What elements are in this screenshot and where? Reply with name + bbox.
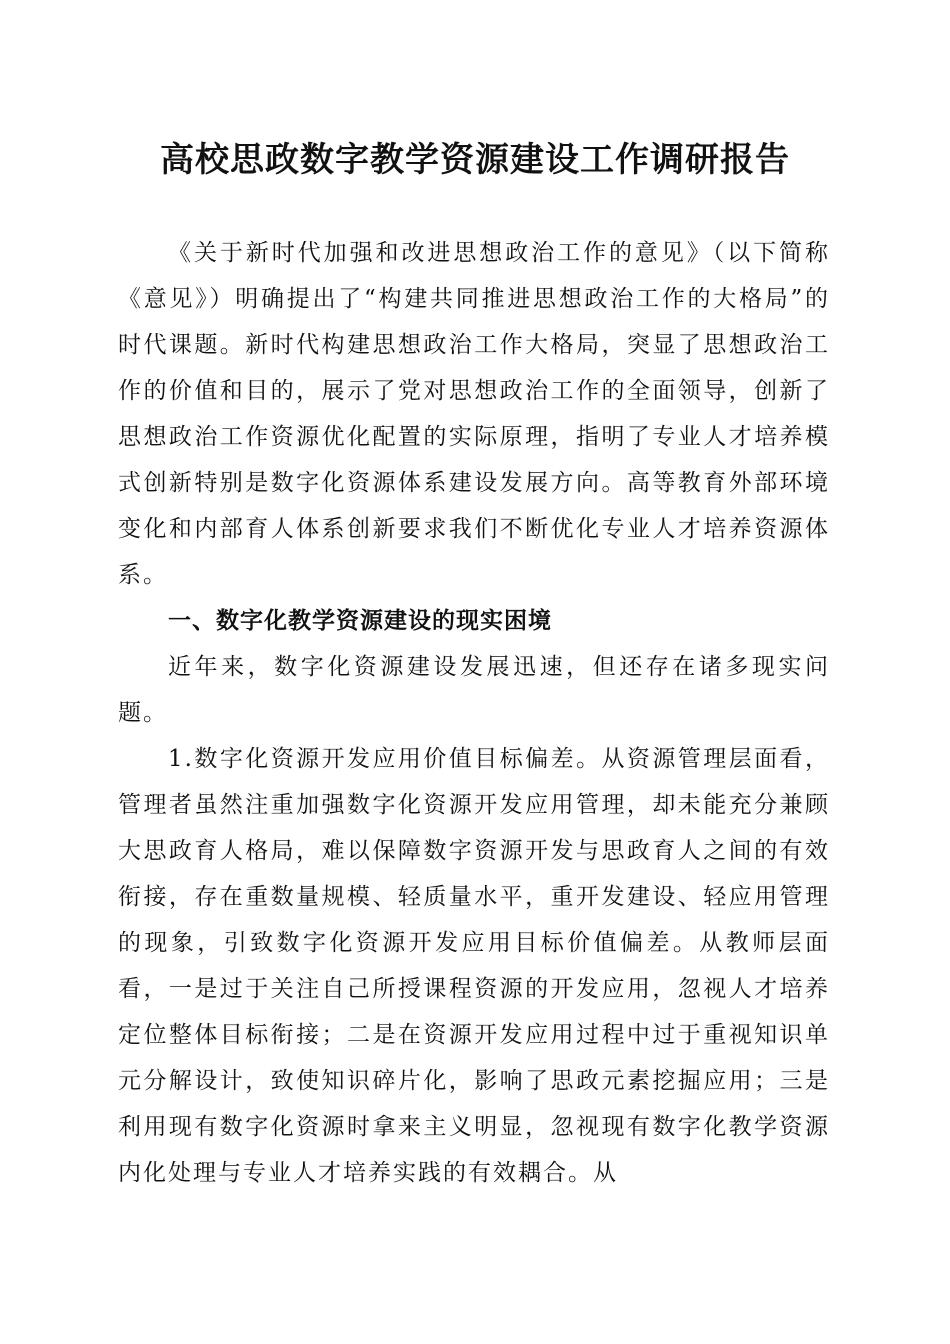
point-1-paragraph: 1.数字化资源开发应用价值目标偏差。从资源管理层面看，管理者虽然注重加强数字化资源开发应用管理，却未能充分兼顾大思政育人格局，难以保障数字资源开发与思政育人之间的有效衔接，存在重数量规模、轻质量水平，重开发建设、轻应用管理的现象，引致数字化资源开发应用目标价值偏差。从教师层面看，一是过于关注自己所授课程资源的开发应用，忽视人才培养定位整体目标衔接；二是在资源开发应用过程中过于重视知识单元分解设计，致使知识碎片化，影响了思政元素挖掘应用；三是利用现有数字化资源时拿来主义明显，忽视现有数字化教学资源内化处理与专业人才培养实践的有效耦合。从 xyxy=(118,746,830,1186)
section-intro-paragraph: 近年来，数字化资源建设发展迅速，但还存在诸多现实问题。 xyxy=(118,654,830,726)
intro-paragraph: 《关于新时代加强和改进思想政治工作的意见》（以下简称《意见》）明确提出了“构建共同推进思想政治工作的大格局”的时代课题。新时代构建思想政治工作大格局，突显了思想政治工作的价值和目的，展示了党对思想政治工作的全面领导，创新了思想政治工作资源优化配置的实际原理，指明了专业人才培养模式创新特别是数字化资源体系建设发展方向。高等教育外部环境变化和内部育人体系创新要求我们不断优化专业人才培养资源体系。 xyxy=(118,240,830,588)
section-heading: 一、数字化教学资源建设的现实困境 xyxy=(168,608,552,634)
document-body xyxy=(118,230,830,1196)
document-title: 高校思政数字教学资源建设工作调研报告 xyxy=(160,140,790,180)
